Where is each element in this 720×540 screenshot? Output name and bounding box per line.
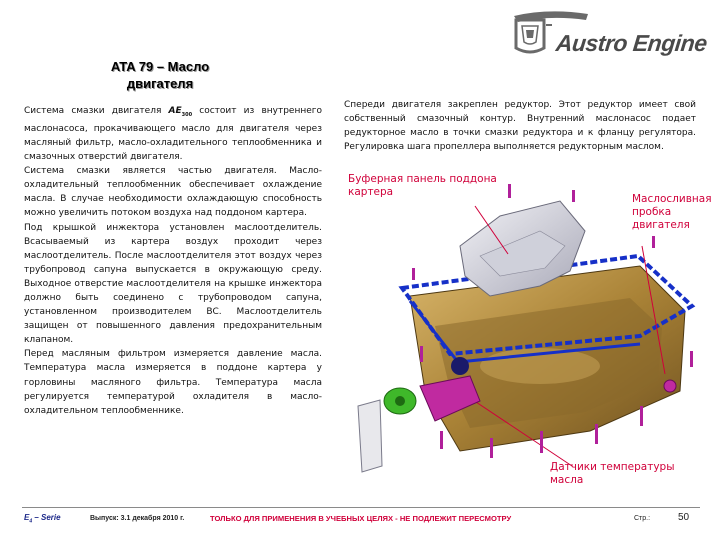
engine-model-sub: 300	[181, 111, 193, 118]
brand-name: Austro Engine	[554, 30, 709, 56]
page-title-line1: ATA 79 – Масло	[110, 59, 210, 74]
series-sub: 4	[29, 518, 33, 525]
page-label: Стр.:	[634, 515, 651, 522]
series-rest: – Serie	[32, 513, 61, 522]
footer-divider	[22, 507, 700, 508]
callout-temperature-sensors: Датчики температуры масла	[550, 461, 675, 486]
page-title-line2: двигателя	[126, 76, 194, 91]
series-letter: E	[24, 513, 30, 522]
paragraph-1-end: состоит из внутреннего маслонасоса, прокачивающего масло для двигателя через масляный фильтр, масло-охладительного теплообменника и смазочных отверстий двигателя.	[24, 106, 322, 163]
footer	[22, 511, 700, 529]
paragraph-1-start: Система смазки двигателя	[24, 106, 169, 116]
series-label	[24, 513, 61, 525]
engine-model-name: AE	[168, 106, 182, 116]
callout-buffer-panel: Буферная панель поддона картера	[348, 173, 497, 198]
paragraph-3: Под крышкой инжектора установлен маслоотделитель. Всасываемый из картера воздух проходит через маслоотделитель. После маслоотделителя этот воздух через трубопровод сапуна выпускается в окружающую среду. Выходное отверстие маслоотделителя на крышке инжектора должно быть соединено с трубопроводом сапуна, установленном производителем ВС. Маслоотделитель защищен от повышенного давления предохранительным клапаном.	[24, 222, 322, 346]
callout-drain-plug: Маслосливная пробка двигателя	[632, 193, 712, 231]
left-text-column	[24, 104, 322, 418]
page-title	[60, 58, 260, 92]
mounting-bracket	[358, 400, 382, 472]
restriction-notice: ТОЛЬКО ДЛЯ ПРИМЕНЕНИЯ В УЧЕБНЫХ ЦЕЛЯХ - НЕ ПОДЛЕЖИТ ПЕРЕСМОТРУ	[210, 514, 512, 523]
austro-engine-logo	[508, 6, 713, 68]
page-number: 50	[678, 512, 690, 523]
engine-model	[169, 106, 193, 116]
paragraph-4: Перед масляным фильтром измеряется давление масла. Температура масла измеряется в поддоне картера у горловины масляного фильтра. Температура масла регулируется температурой охладителя в масло-охладительном теплообменнике.	[24, 349, 322, 416]
paragraph-2: Система смазки является частью двигателя. Масло-охладительный теплообменник обеспечивает охлаждение масла. В случае необходимости охлаждающую способность можно увеличить потоком воздуха над поддоном картера.	[24, 166, 322, 219]
right-text-column: Спереди двигателя закреплен редуктор. Этот редуктор имеет свой собственный смазочный контур. Внутренний маслонасос подает редукторное масло в точки смазки редуктора и к фланцу регулятора. Регулировка шага пропеллера выполняется редукторным маслом.	[344, 100, 696, 153]
drain-plug	[664, 380, 676, 392]
issue-date: Выпуск: 3.1 декабря 2010 г.	[90, 515, 185, 522]
paragraph-1	[24, 104, 322, 164]
